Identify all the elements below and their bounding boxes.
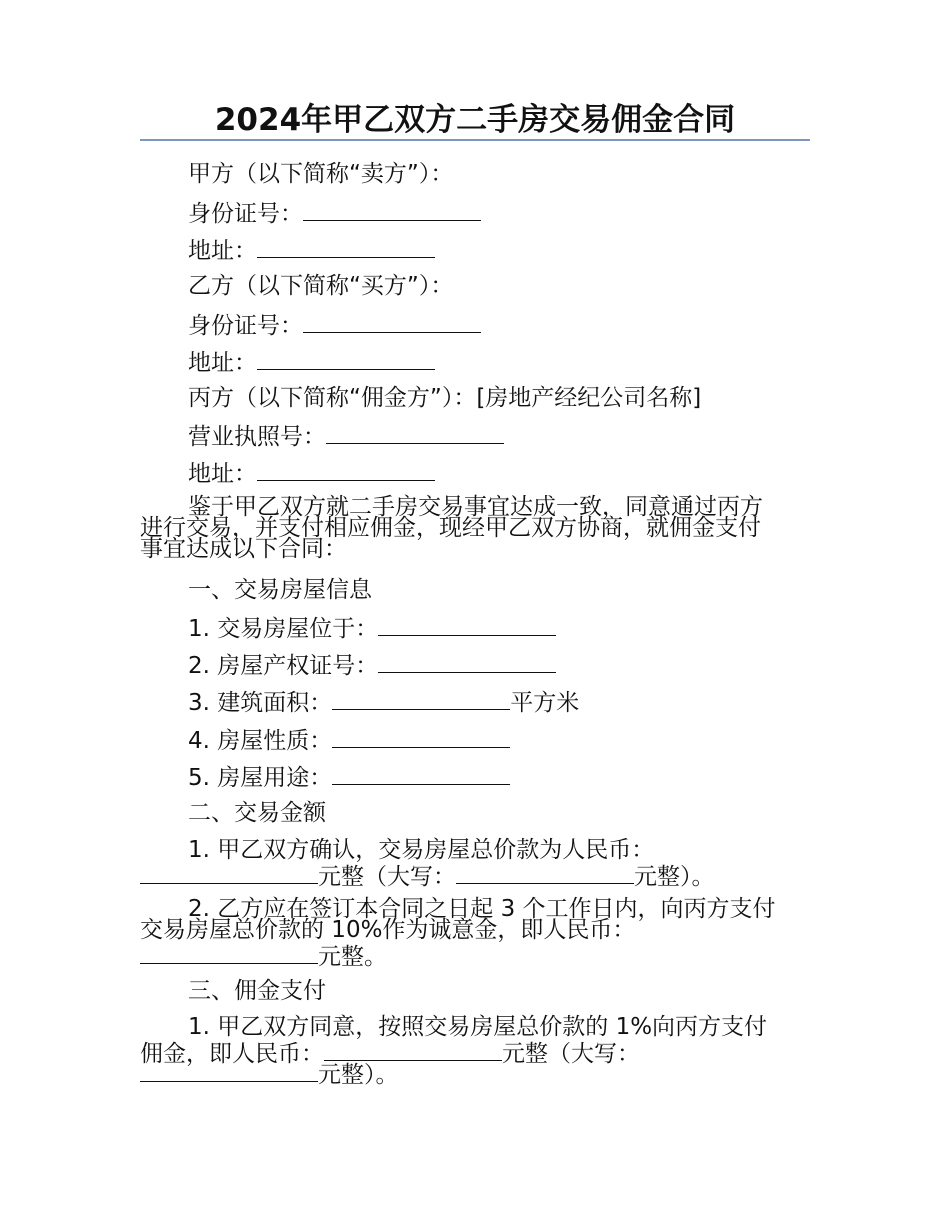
section-1-item-4 — [188, 725, 510, 755]
section-1-item-3 — [188, 687, 579, 717]
title-underline — [140, 139, 810, 141]
total-price-mid: 元整（大写： — [318, 864, 456, 890]
party-c-line — [188, 384, 701, 412]
section-3-item-1 — [140, 1014, 810, 1088]
party-b-id-line — [188, 310, 481, 340]
section-3-heading: 三、佣金支付 — [188, 978, 326, 1004]
deposit-row-1: 2. 乙方应在签订本合同之日起 3 个工作日内，向丙方支付 — [188, 896, 776, 922]
commission-end: 元整）。 — [318, 1062, 399, 1088]
total-price-row-1: 1. 甲乙双方确认，交易房屋总价款为人民币： — [188, 837, 655, 863]
section-2-heading: 二、交易金额 — [188, 800, 326, 826]
commission-row-2 — [140, 1038, 810, 1067]
commission-words-blank[interactable] — [140, 1059, 318, 1082]
document-title: 2024年甲乙双方二手房交易佣金合同 — [214, 102, 736, 138]
party-c-license-blank[interactable] — [326, 421, 504, 444]
deposit-row-2: 交易房屋总价款的 10%作为诚意金，即人民币： — [140, 917, 636, 943]
party-a-text: 甲方（以下简称“卖方”）： — [188, 161, 454, 187]
building-area-blank[interactable] — [332, 687, 510, 710]
party-b-text: 乙方（以下简称“买方”）： — [188, 273, 454, 299]
building-area-label: 3. 建筑面积： — [188, 690, 333, 716]
section-2-item-2 — [140, 896, 810, 970]
deposit-amount-blank[interactable] — [140, 941, 318, 964]
party-c-address-line — [188, 458, 435, 488]
party-c-address-label: 地址： — [188, 461, 257, 487]
party-b-id-label: 身份证号： — [188, 313, 303, 339]
party-a-id-label: 身份证号： — [188, 201, 303, 227]
party-b-address-line — [188, 347, 435, 377]
party-c-address-blank[interactable] — [257, 458, 435, 481]
total-price-end: 元整）。 — [634, 864, 715, 890]
total-price-blank[interactable] — [140, 861, 318, 884]
intro-row-3: 事宜达成以下合同： — [140, 536, 347, 562]
commission-label: 佣金，即人民币： — [140, 1041, 324, 1067]
property-certificate-label: 2. 房屋产权证号： — [188, 653, 379, 679]
party-a-id-line — [188, 198, 481, 228]
commission-row-1: 1. 甲乙双方同意，按照交易房屋总价款的 1%向丙方支付 — [188, 1014, 768, 1040]
party-a-id-blank[interactable] — [303, 198, 481, 221]
deposit-end: 元整。 — [318, 944, 387, 970]
party-a-address-line — [188, 235, 435, 265]
party-c-license-label: 营业执照号： — [188, 424, 326, 450]
party-a-line — [188, 160, 453, 188]
commission-amount-blank[interactable] — [324, 1038, 502, 1061]
property-usage-blank[interactable] — [332, 762, 510, 785]
total-price-row-2 — [140, 861, 810, 890]
party-a-address-blank[interactable] — [257, 235, 435, 258]
party-c-text: 丙方（以下简称“佣金方”）：[房地产经纪公司名称] — [188, 385, 702, 411]
party-c-license-line — [188, 421, 504, 451]
intro-paragraph — [140, 494, 810, 562]
intro-row-2: 进行交易，并支付相应佣金，现经甲乙双方协商，就佣金支付 — [140, 515, 761, 541]
property-nature-blank[interactable] — [332, 725, 510, 748]
section-2-item-1 — [140, 837, 810, 890]
section-1-item-5 — [188, 762, 510, 792]
section-1-item-2 — [188, 650, 556, 680]
section-1-heading: 一、交易房屋信息 — [188, 577, 372, 603]
property-location-blank[interactable] — [378, 613, 556, 636]
party-b-id-blank[interactable] — [303, 310, 481, 333]
property-nature-label: 4. 房屋性质： — [188, 728, 333, 754]
building-area-unit: 平方米 — [510, 690, 580, 716]
property-certificate-blank[interactable] — [378, 650, 556, 673]
party-b-address-label: 地址： — [188, 350, 257, 376]
deposit-row-3 — [140, 941, 810, 970]
party-b-address-blank[interactable] — [257, 347, 435, 370]
commission-row-3 — [140, 1059, 810, 1088]
property-usage-label: 5. 房屋用途： — [188, 765, 333, 791]
commission-mid: 元整（大写： — [502, 1041, 640, 1067]
total-price-words-blank[interactable] — [456, 861, 634, 884]
property-location-label: 1. 交易房屋位于： — [188, 616, 379, 642]
party-a-address-label: 地址： — [188, 238, 257, 264]
party-b-line — [188, 272, 453, 300]
intro-row-1: 鉴于甲乙双方就二手房交易事宜达成一致，同意通过丙方 — [188, 494, 763, 520]
section-1-item-1 — [188, 613, 556, 643]
